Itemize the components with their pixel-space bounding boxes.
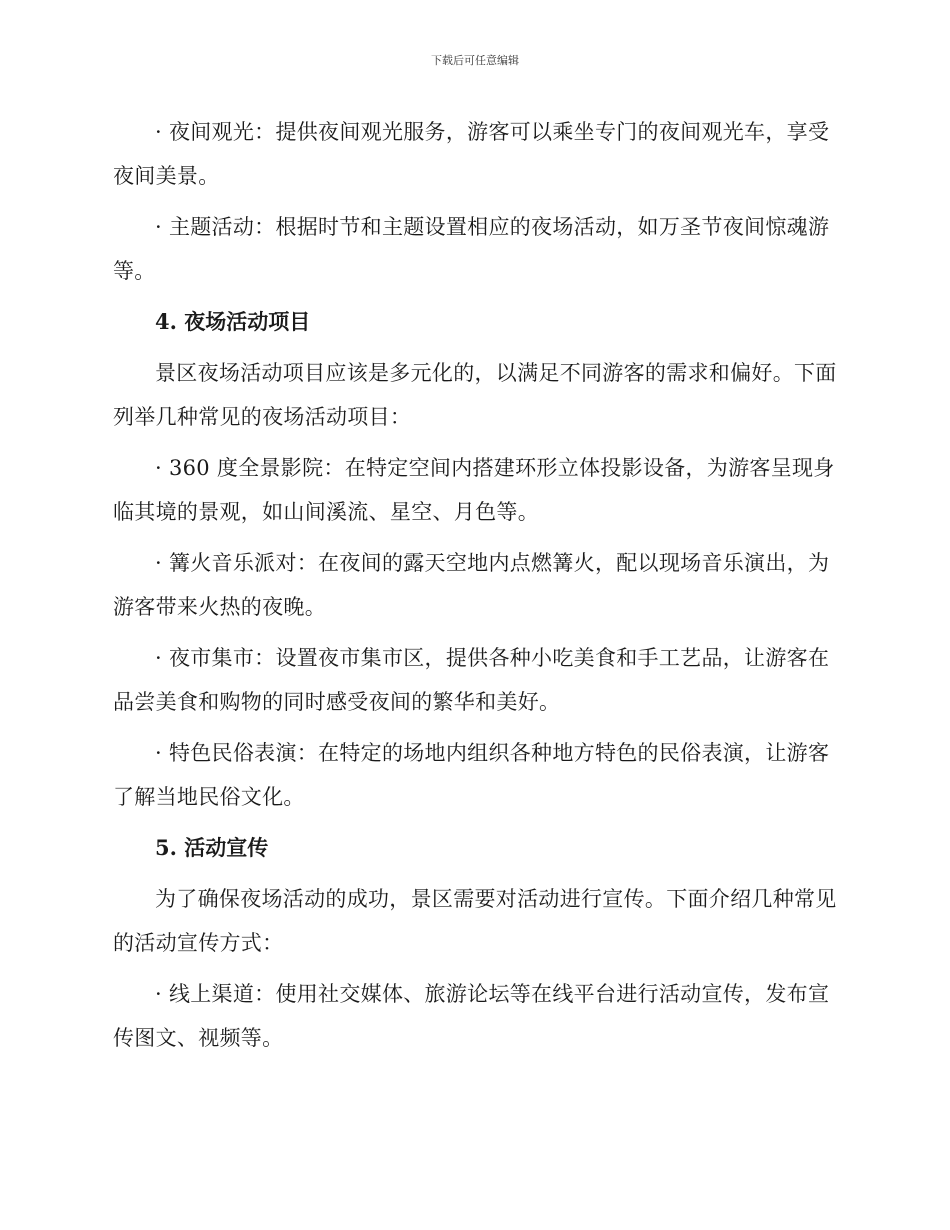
page-header: 下载后可任意编辑 [431, 54, 519, 67]
paragraph-folk-performance: · 特色民俗表演：在特定的场地内组织各种地方特色的民俗表演，让游客了解当地民俗文化。 [113, 741, 830, 809]
paragraph-night-market: · 夜市集市：设置夜市集市区，提供各种小吃美食和手工艺品，让游客在品尝美食和购物的同时感受夜间的繁华和美好。 [113, 646, 830, 714]
paragraph-360-cinema: · 360 度全景影院：在特定空间内搭建环形立体投影设备，为游客呈现身临其境的景观，如山间溪流、星空、月色等。 [113, 456, 835, 524]
paragraph-promotion-intro: 为了确保夜场活动的成功，景区需要对活动进行宣传。下面介绍几种常见的活动宣传方式： [113, 887, 837, 955]
paragraph-online-channels: · 线上渠道：使用社交媒体、旅游论坛等在线平台进行活动宣传，发布宣传图文、视频等。 [113, 982, 830, 1050]
paragraph-bonfire-party: · 篝火音乐派对：在夜间的露天空地内点燃篝火，配以现场音乐演出，为游客带来火热的夜晚。 [113, 551, 830, 619]
document-body [113, 110, 838, 1067]
paragraph-activities-intro: 景区夜场活动项目应该是多元化的，以满足不同游客的需求和偏好。下面列举几种常见的夜场活动项目： [113, 361, 837, 429]
section-heading-promotion: 5. 活动宣传 [155, 835, 269, 860]
section-heading-night-activities: 4. 夜场活动项目 [155, 309, 311, 334]
paragraph-theme-activities: · 主题活动：根据时节和主题设置相应的夜场活动，如万圣节夜间惊魂游等。 [113, 215, 830, 283]
paragraph-night-sightseeing: · 夜间观光：提供夜间观光服务，游客可以乘坐专门的夜间观光车，享受夜间美景。 [113, 120, 830, 188]
